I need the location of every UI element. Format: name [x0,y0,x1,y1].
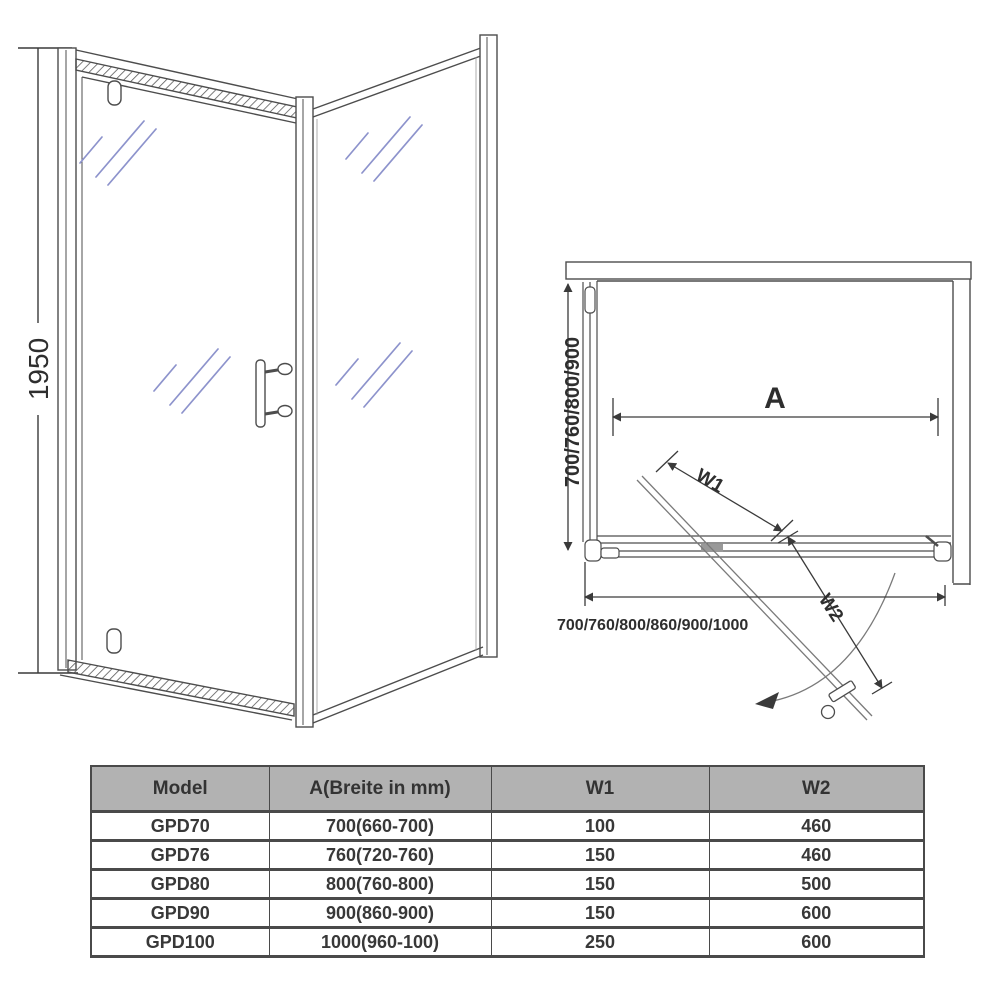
col-header-w1: W1 [491,766,709,812]
cell-model: GPD100 [91,928,269,957]
col-header-model: Model [91,766,269,812]
cell-w1: 250 [491,928,709,957]
dim-w1 [656,451,793,541]
cell-breite: 700(660-700) [269,812,491,841]
cell-w2: 460 [709,812,924,841]
depth-options-label: 700/760/800/900 [562,336,584,488]
left-corner-bracket [585,540,601,561]
cell-breite: 760(720-760) [269,841,491,870]
cell-breite: 800(760-800) [269,870,491,899]
corner-post [296,97,313,727]
bottom-hinge-icon [107,629,121,653]
cell-breite: 1000(960-100) [269,928,491,957]
cell-w2: 460 [709,841,924,870]
table-row [91,841,924,870]
glass-shine [346,117,422,181]
cell-model: GPD90 [91,899,269,928]
front-view-drawing [10,15,550,760]
cell-w1: 150 [491,841,709,870]
w2-dimension-label: W2 [814,590,848,626]
top-hinge-icon [108,81,121,105]
cell-w2: 600 [709,928,924,957]
width-dimension-label: A [764,382,786,415]
cell-w2: 500 [709,870,924,899]
cell-model: GPD76 [91,841,269,870]
cell-w1: 150 [491,899,709,928]
height-dimension-label: 1950 [23,337,54,401]
door-swing-arc [755,573,895,709]
table-row [91,870,924,899]
wall-left-profile [583,281,597,542]
w1-dimension-label: W1 [692,465,728,498]
glass-shine [80,121,156,185]
cell-model: GPD80 [91,870,269,899]
bottom-track [585,536,951,561]
cell-w1: 150 [491,870,709,899]
top-view-drawing [545,240,1001,760]
size-table [90,765,925,958]
table-row [91,812,924,841]
cell-w1: 100 [491,812,709,841]
cell-breite: 900(860-900) [269,899,491,928]
width-options-label: 700/760/800/860/900/1000 [557,617,749,634]
cell-model: GPD70 [91,812,269,841]
glass-shine [336,343,412,407]
table-row [91,928,924,957]
cell-w2: 600 [709,899,924,928]
col-header-w2: W2 [709,766,924,812]
table-header-row [91,766,924,812]
door-handle-icon [256,360,292,427]
table-row [91,899,924,928]
glass-shine [154,349,230,413]
col-header-breite: A(Breite in mm) [269,766,491,812]
wall-right [953,279,970,585]
wall-top [566,262,971,281]
